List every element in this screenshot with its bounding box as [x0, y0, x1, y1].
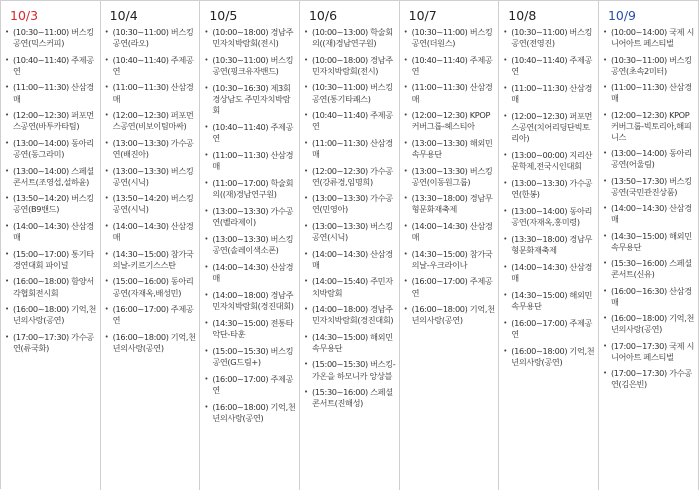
event-item: • (10:40~11:40) 주제공연	[306, 110, 399, 132]
event-item: • (10:30~11:00) 버스킹공연(통기타쾌스)	[306, 82, 399, 104]
event-item: • (16:00~17:00) 주제공연	[505, 318, 598, 340]
event-item: • (11:00~11:30) 산삼경매	[605, 82, 698, 104]
event-item: • (13:00~00:00) 지리산문학제,전국시인대회	[505, 150, 598, 172]
event-item: • (16:00~18:00) 기억,천년의사랑(공연)	[605, 313, 698, 335]
day-header: 10/7	[408, 8, 437, 23]
event-item: • (10:30~11:00) 버스킹공연(더원스)	[406, 27, 499, 49]
event-item: • (14:00~14:30) 산삼경매	[306, 249, 399, 271]
event-item: • (12:00~12:30) 퍼포먼스공연(바투카타팀)	[7, 110, 100, 132]
day-column	[499, 1, 599, 490]
event-item: • (10:30~11:00) 버스킹공연(핑크유자밴드)	[206, 55, 299, 77]
event-item: • (13:00~14:00) 동아리공연(자재옥,홍미령)	[505, 206, 598, 228]
event-item: • (10:40~11:40) 주제공연	[206, 122, 299, 144]
event-item: • (15:30~16:00) 스페셜콘서트(신유)	[605, 258, 698, 280]
event-list	[400, 27, 499, 326]
event-item: • (16:00~18:00) 기억,천년의사랑(공연)	[406, 304, 499, 326]
event-item: • (13:50~14:20) 버스킹공연(시닉)	[107, 193, 200, 215]
event-item: • (14:00~14:30) 산삼경매	[605, 203, 698, 225]
event-list	[300, 27, 399, 410]
event-item: • (13:00~14:00) 동아리공연(어울림)	[605, 148, 698, 170]
event-item: • (14:00~14:30) 산삼경매	[206, 262, 299, 284]
event-item: • (13:00~13:30) 가수공연(한봉)	[505, 178, 598, 200]
event-item: • (13:50~14:20) 버스킹공연(B9밴드)	[7, 193, 100, 215]
event-item: • (16:00~16:30) 산삼경매	[605, 286, 698, 308]
day-header: 10/3	[10, 8, 39, 23]
event-item: • (14:00~15:40) 주민자치박람회	[306, 276, 399, 298]
event-item: • (14:30~15:00) 전통타악단-타훈	[206, 318, 299, 340]
event-item: • (15:30~16:00) 스페셜콘서트(진해성)	[306, 387, 399, 409]
event-item: • (10:40~11:40) 주제공연	[406, 55, 499, 77]
event-item: • (16:00~18:00) 함양서각협회전시회	[7, 276, 100, 298]
event-item: • (15:00~15:30) 버스킹공연(G드림+)	[206, 346, 299, 368]
event-item: • (13:00~13:30) 버스킹공연(솔레이색소폰)	[206, 234, 299, 256]
event-item: • (10:30~16:30) 제3회 경상남도 주민자치박람회	[206, 83, 299, 117]
day-header: 10/9	[607, 8, 637, 23]
event-item: • (13:00~13:30) 버스킹공연(이동원그룹)	[406, 166, 499, 188]
event-item: • (11:00~17:00) 학술회의((재)경남연구원)	[206, 178, 299, 200]
day-column	[101, 1, 201, 490]
event-item: • (17:00~17:30) 국제 시니어아트 페스티벌	[605, 341, 698, 363]
event-item: • (15:00~15:30) 버스킹-가온을 하모니카 앙상블	[306, 359, 399, 381]
event-item: • (14:30~15:00) 해외민속무용단	[306, 332, 399, 354]
event-list	[101, 27, 200, 354]
event-item: • (12:00~12:30) KPOP커버그룹-빅토리아,해피니스	[605, 110, 698, 144]
event-item: • (16:00~17:00) 주제공연	[406, 276, 499, 298]
event-item: • (10:00~14:00) 국제 시니어아트 페스티벌	[605, 27, 698, 49]
event-item: • (13:00~13:30) 버스킹공연(시닉)	[107, 166, 200, 188]
event-item: • (14:30~15:00) 참가국의날-키르기스스탄	[107, 249, 200, 271]
event-item: • (13:30~18:00) 경남무형문화재축제	[505, 234, 598, 256]
event-item: • (13:30~18:00) 경남무형문화재축제	[406, 193, 499, 215]
event-item: • (16:00~18:00) 기억,천년의사랑(공연)	[505, 346, 598, 368]
event-item: • (14:00~18:00) 경남주민자치박람회(경진대회)	[306, 304, 399, 326]
event-item: • (13:00~14:00) 동아리공연(동그라미)	[7, 138, 100, 160]
event-item: • (12:00~12:30) 퍼포먼스공연(비보이팀마싸)	[107, 110, 200, 132]
event-item: • (13:50~17:30) 버스킹공연(국민관진상품)	[605, 176, 698, 198]
event-item: • (13:00~13:30) 가수공연(배진아)	[107, 138, 200, 160]
event-item: • (14:00~14:30) 산삼경매	[406, 221, 499, 243]
event-list	[499, 27, 598, 369]
event-item: • (14:30~15:00) 해외민속무용단	[505, 290, 598, 312]
event-item: • (14:00~14:30) 산삼경매	[505, 262, 598, 284]
event-item: • (10:00~18:00) 경남주민자치박람회(전시)	[206, 27, 299, 49]
day-header: 10/5	[209, 8, 238, 23]
event-item: • (10:40~11:40) 주제공연	[505, 55, 598, 77]
event-item: • (11:00~11:30) 산삼경매	[206, 150, 299, 172]
event-item: • (13:00~13:30) 해외민속무용단	[406, 138, 499, 160]
day-column	[300, 1, 400, 490]
day-column	[400, 1, 500, 490]
event-item: • (13:00~13:30) 버스킹공연(시닉)	[306, 221, 399, 243]
event-item: • (16:00~17:00) 주제공연	[206, 374, 299, 396]
event-item: • (10:30~11:00) 버스킹공연(전영진)	[505, 27, 598, 49]
event-item: • (14:00~18:00) 경남주민자치박람회(경진대회)	[206, 290, 299, 312]
event-item: • (13:00~13:30) 가수공연(벨라제이)	[206, 206, 299, 228]
event-item: • (10:00~18:00) 경남주민자치박람회(전시)	[306, 55, 399, 77]
event-item: • (14:00~14:30) 산삼경매	[107, 221, 200, 243]
day-header: 10/4	[109, 8, 138, 23]
day-header: 10/6	[308, 8, 338, 23]
event-item: • (14:00~14:30) 산삼경매	[7, 221, 100, 243]
event-item: • (11:00~11:30) 산삼경매	[406, 82, 499, 104]
event-item: • (11:00~11:30) 산삼경매	[7, 82, 100, 104]
event-item: • (13:00~14:00) 스페셜콘서트(조영섭,설하윤)	[7, 166, 100, 188]
event-item: • (13:00~13:30) 가수공연(민영아)	[306, 193, 399, 215]
event-item: • (17:00~17:30) 가수공연(류국화)	[7, 332, 100, 354]
event-item: • (11:00~11:30) 산삼경매	[505, 83, 598, 105]
event-item: • (14:30~15:00) 참가국의날-우크라이나	[406, 249, 499, 271]
event-item: • (16:00~18:00) 기억,천년의사랑(공연)	[107, 332, 200, 354]
event-item: • (12:00~12:30) 가수공연(강류경,임명희)	[306, 166, 399, 188]
event-item: • (14:30~15:00) 해외민속무용단	[605, 231, 698, 253]
day-column	[599, 1, 699, 490]
event-item: • (11:00~11:30) 산삼경매	[306, 138, 399, 160]
event-item: • (16:00~18:00) 기억,천년의사랑(공연)	[206, 402, 299, 424]
event-item: • (15:00~17:00) 통기타경연대회 파이널	[7, 249, 100, 271]
day-header: 10/8	[508, 8, 537, 23]
event-item: • (11:00~11:30) 산삼경매	[107, 82, 200, 104]
event-item: • (10:00~13:00) 학술회의((재)경남연구원)	[306, 27, 399, 49]
event-item: • (12:00~12:30) KPOP커버그룹-헤스티아	[406, 110, 499, 132]
event-item: • (16:00~18:00) 기억,천년의사랑(공연)	[7, 304, 100, 326]
event-item: • (10:30~11:00) 버스킹공연(초속2미터)	[605, 55, 698, 77]
event-item: • (10:40~11:40) 주제공연	[107, 55, 200, 77]
event-item: • (10:30~11:00) 버스킹공연(라오)	[107, 27, 200, 49]
day-column	[200, 1, 300, 490]
event-item: • (12:00~12:30) 퍼포먼스공연(치어리딩단빅토리아)	[505, 111, 598, 145]
event-item: • (16:00~17:00) 주제공연	[107, 304, 200, 326]
event-item: • (15:00~16:00) 동아리공연(자재옥,배성민)	[107, 276, 200, 298]
event-list	[599, 27, 698, 391]
event-list	[200, 27, 299, 425]
event-list	[1, 27, 100, 354]
event-item: • (10:30~11:00) 버스킹공연(믹스커피)	[7, 27, 100, 49]
day-column	[1, 1, 101, 490]
event-item: • (17:00~17:30) 가수공연(김은빈)	[605, 368, 698, 390]
event-item: • (10:40~11:40) 주제공연	[7, 55, 100, 77]
